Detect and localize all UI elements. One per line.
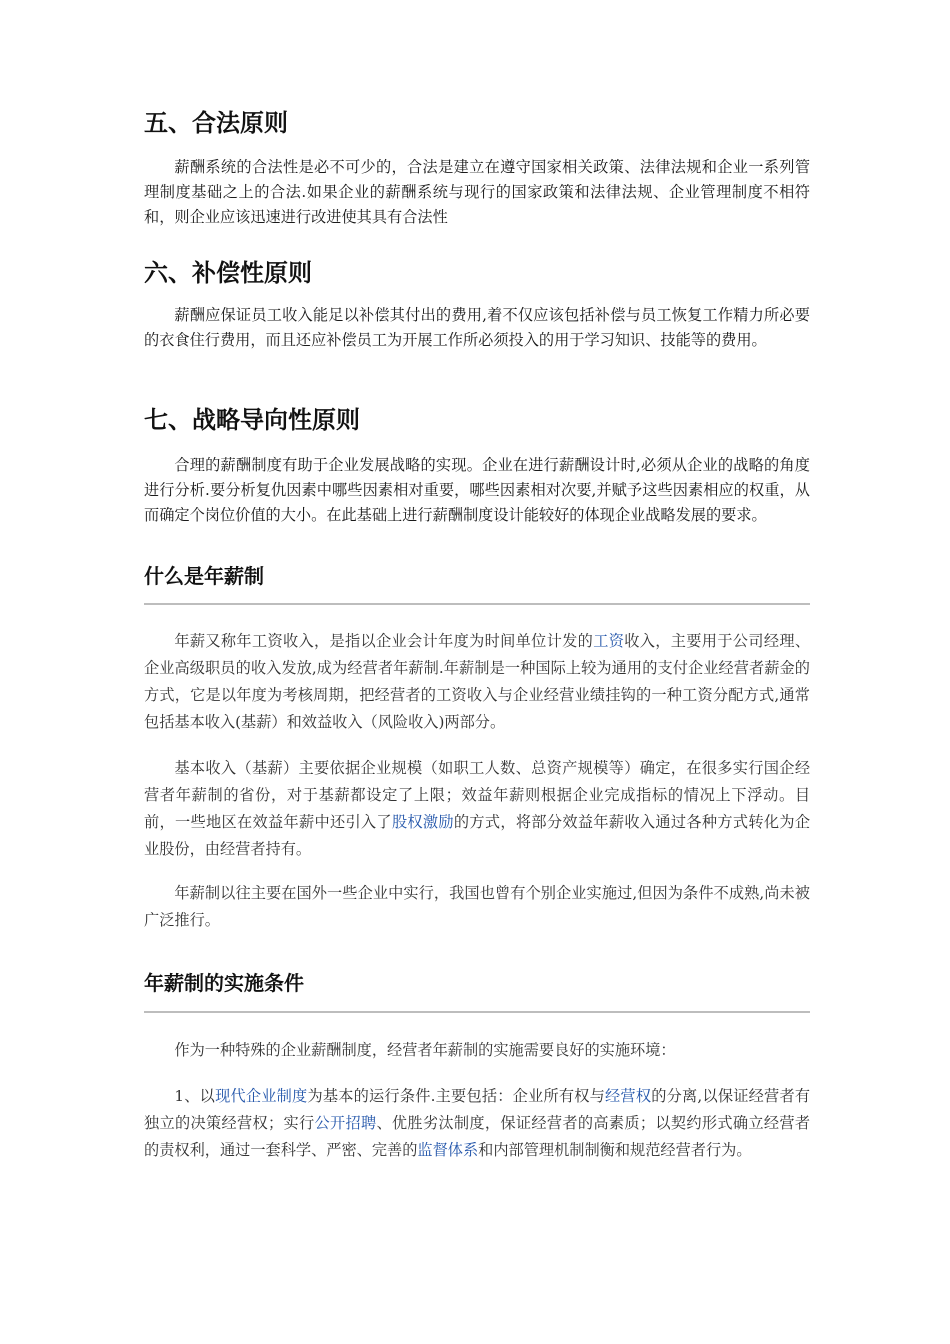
conditions-intro: 作为一种特殊的企业薪酬制度，经营者年薪制的实施需要良好的实施环境： <box>174 1041 676 1059</box>
text-segment: 收入，主要用于公司经理、企业高级职员的收入发放,成为经营者年薪制.年薪制是一种国际上较为通用的支付企业经营者薪金的方式，它是以年度为考核周期，把经营者的工资收入与企业经营业绩挂钩的一种工资分配方式,通常包括基本收入(基薪）和效益收入（风险收入)两部分。 <box>144 632 811 731</box>
text-segment: 为基本的运行条件.主要包括：企业所有权与 <box>307 1087 606 1105</box>
annual-salary-heading: 什么是年薪制 <box>144 564 264 588</box>
section-heading-legal: 五、合法原则 <box>144 109 288 137</box>
conditions-heading: 年薪制的实施条件 <box>144 971 304 995</box>
text-segment: 年薪又称年工资收入，是指以企业会计年度为时间单位计发的 <box>174 632 594 650</box>
text-segment: 和内部管理机制制衡和规范经营者行为。 <box>478 1141 752 1159</box>
conditions-divider <box>144 1011 810 1013</box>
annual-salary-paragraph-1 <box>144 628 810 736</box>
wage-link[interactable]: 工资 <box>593 632 625 650</box>
annual-salary-paragraph-2 <box>144 755 810 863</box>
text-segment: 基本收入（基薪）主要依据企业规模（如职工人数、总资产规模等）确定，在很多实行国企经营者年薪制的省份，对于基薪都设定了上限；效益年薪则根据企业完成指标的情况上下浮动。目前，一些地区在效益年薪中还引入了 <box>144 759 810 831</box>
supervision-system-link[interactable]: 监督体系 <box>417 1141 479 1159</box>
section-text-strategy: 合理的薪酬制度有助于企业发展战略的实现。企业在进行薪酬设计时,必须从企业的战略的角度进行分析.要分析复仇因素中哪些因素相对重要，哪些因素相对次要,并赋予这些因素相应的权重，从而确定个岗位价值的大小。在此基础上进行薪酬制度设计能较好的体现企业战略发展的要求。 <box>144 456 810 524</box>
text-segment: 1、以 <box>174 1087 216 1105</box>
conditions-item-1 <box>144 1083 810 1164</box>
section-text-compensation: 薪酬应保证员工收入能足以补偿其付出的费用,着不仅应该包括补偿与员工恢复工作精力所必要的衣食住行费用，而且还应补偿员工为开展工作所必须投入的用于学习知识、技能等的费用。 <box>144 306 810 349</box>
management-rights-link[interactable]: 经营权 <box>605 1087 652 1105</box>
text-segment: 、优胜劣汰制度，保证经营者的高素质；以契约形式确立经营者的责权利，通过一套科学、严密、完善的 <box>144 1114 811 1159</box>
section-heading-strategy: 七、战略导向性原则 <box>144 406 360 434</box>
text-segment: 的分离,以保证经营者有独立的决策经营权；实行 <box>144 1087 811 1132</box>
annual-salary-divider <box>144 603 810 605</box>
section-text-legal: 薪酬系统的合法性是必不可少的，合法是建立在遵守国家相关政策、法律法规和企业一系列管理制度基础之上的合法.如果企业的薪酬系统与现行的国家政策和法律法规、企业管理制度不相符和，则企业应该迅速进行改进使其具有合法性 <box>144 158 810 226</box>
section-heading-compensation: 六、补偿性原则 <box>144 259 312 287</box>
annual-salary-paragraph-3: 年薪制以往主要在国外一些企业中实行，我国也曾有个别企业实施过,但因为条件不成熟,尚未被广泛推行。 <box>144 884 810 929</box>
open-recruitment-link[interactable]: 公开招聘 <box>314 1114 377 1132</box>
text-segment: 的方式，将部分效益年薪收入通过各种方式转化为企业股份，由经营者持有。 <box>144 813 811 858</box>
equity-incentive-link[interactable]: 股权激励 <box>391 813 454 831</box>
modern-enterprise-system-link[interactable]: 现代企业制度 <box>215 1087 308 1105</box>
